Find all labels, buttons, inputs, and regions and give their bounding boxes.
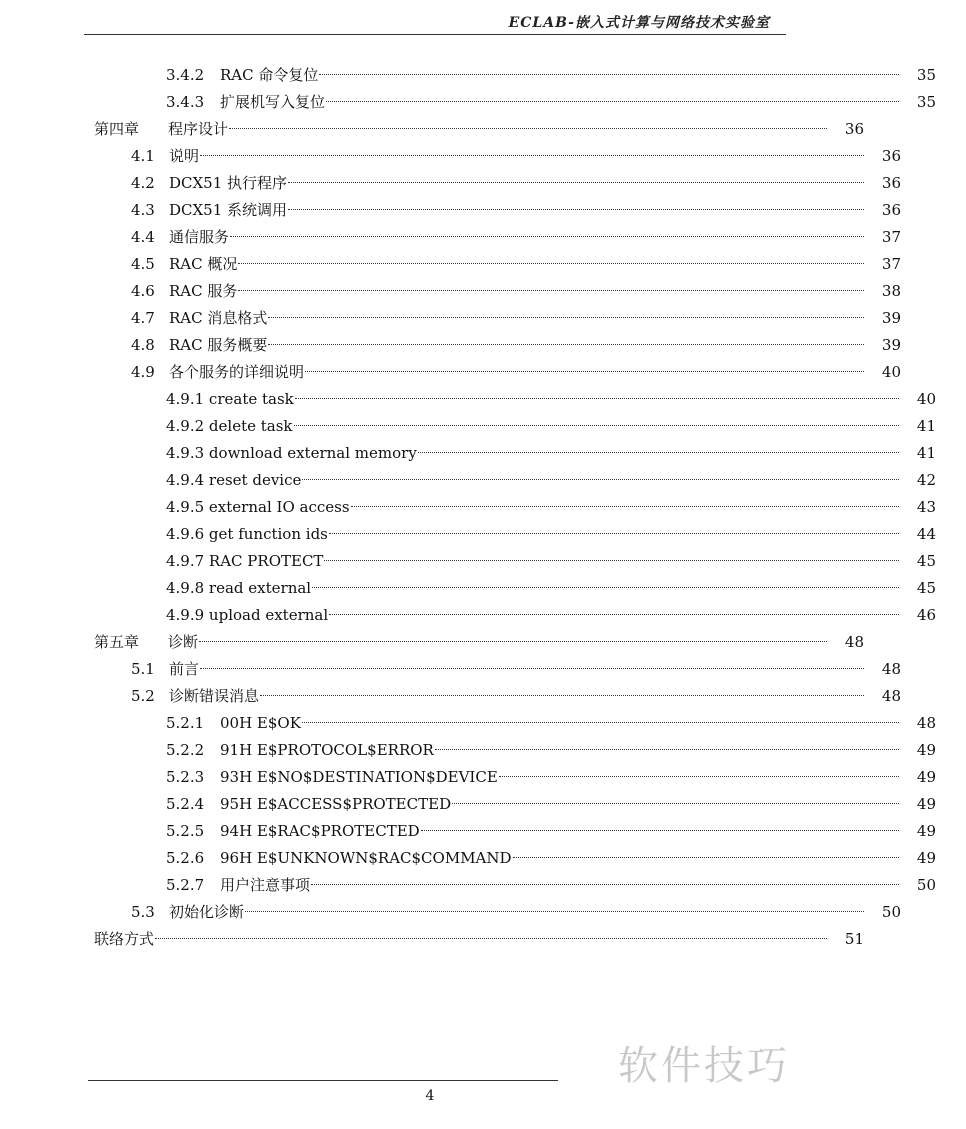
toc-entry-title: 4.9.8 read external — [166, 579, 312, 597]
toc-entry-page: 39 — [881, 336, 901, 354]
toc-entry-title: 4.9.9 upload external — [166, 606, 329, 624]
toc-entry-title: 用户注意事项 — [220, 876, 311, 894]
toc-entry-title: 96H E$UNKNOWN$RAC$COMMAND — [220, 849, 512, 867]
toc-entry-page: 48 — [881, 687, 901, 705]
toc-entry[interactable] — [0, 521, 966, 548]
toc-entry-number: 4.1 — [131, 147, 155, 165]
watermark: 软件技巧 — [618, 1043, 790, 1089]
toc-entry[interactable] — [0, 305, 931, 332]
toc-entry[interactable] — [0, 602, 966, 629]
toc-dot-leader — [418, 452, 899, 453]
toc-entry-title: 说明 — [169, 147, 200, 165]
toc-entry[interactable] — [0, 899, 931, 926]
toc-entry-title: 4.9.1 create task — [166, 390, 294, 408]
toc-entry-page: 42 — [916, 471, 936, 489]
toc-dot-leader — [268, 344, 864, 345]
toc-entry-page: 48 — [916, 714, 936, 732]
toc-entry[interactable] — [0, 818, 966, 845]
toc-entry-number: 5.2.1 — [166, 714, 205, 732]
toc-entry-page: 48 — [844, 633, 864, 651]
toc-entry[interactable] — [0, 575, 966, 602]
toc-entry[interactable] — [0, 737, 966, 764]
toc-entry-page: 50 — [881, 903, 901, 921]
toc-entry-number: 3.4.2 — [166, 66, 205, 84]
toc-dot-leader — [329, 614, 899, 615]
toc-entry-title: 4.9.6 get function ids — [166, 525, 328, 543]
toc-entry-title: 诊断 — [168, 633, 199, 651]
toc-entry-title: 4.9.5 external IO access — [166, 498, 350, 516]
toc-dot-leader — [288, 209, 864, 210]
toc-entry-title: RAC 服务概要 — [169, 336, 268, 354]
toc-entry-page: 36 — [881, 147, 901, 165]
toc-entry-page: 35 — [916, 66, 936, 84]
toc-entry[interactable] — [0, 872, 966, 899]
toc-dot-leader — [238, 290, 864, 291]
toc-dot-leader — [311, 884, 899, 885]
toc-entry-title: RAC 概况 — [169, 255, 238, 273]
toc-entry[interactable] — [0, 224, 931, 251]
toc-dot-leader — [200, 155, 864, 156]
toc-entry-page: 41 — [916, 444, 936, 462]
toc-dot-leader — [288, 182, 864, 183]
toc-entry-number: 5.2.4 — [166, 795, 205, 813]
toc-entry[interactable] — [0, 143, 931, 170]
toc-dot-leader — [499, 776, 899, 777]
toc-entry-page: 38 — [881, 282, 901, 300]
toc-entry[interactable] — [0, 710, 966, 737]
toc-entry-page: 41 — [916, 417, 936, 435]
toc-entry-page: 49 — [916, 822, 936, 840]
toc-entry-number: 4.2 — [131, 174, 155, 192]
toc-dot-leader — [305, 371, 864, 372]
toc-dot-leader — [513, 857, 899, 858]
toc-entry-title: 93H E$NO$DESTINATION$DEVICE — [220, 768, 498, 786]
toc-dot-leader — [268, 317, 864, 318]
toc-dot-leader — [302, 479, 899, 480]
toc-entry-number: 5.2.6 — [166, 849, 205, 867]
toc-entry[interactable] — [0, 764, 966, 791]
toc-dot-leader — [295, 398, 899, 399]
toc-entry[interactable] — [0, 197, 931, 224]
toc-entry-number: 5.2 — [131, 687, 155, 705]
toc-dot-leader — [351, 506, 899, 507]
toc-entry-title: RAC 消息格式 — [169, 309, 268, 327]
toc-dot-leader — [324, 560, 899, 561]
toc-entry-page: 36 — [844, 120, 864, 138]
toc-entry-number: 5.1 — [131, 660, 155, 678]
toc-dot-leader — [302, 722, 899, 723]
toc-dot-leader — [319, 74, 899, 75]
toc-entry[interactable] — [0, 251, 931, 278]
toc-entry-page: 37 — [881, 228, 901, 246]
toc-entry-page: 49 — [916, 849, 936, 867]
toc-entry-number: 3.4.3 — [166, 93, 205, 111]
toc-entry-number: 4.4 — [131, 228, 155, 246]
toc-entry-page: 50 — [916, 876, 936, 894]
toc-entry-number: 5.2.2 — [166, 741, 205, 759]
toc-entry[interactable] — [0, 89, 966, 116]
toc-entry-title: 通信服务 — [169, 228, 230, 246]
footer-rule — [88, 1080, 558, 1081]
toc-dot-leader — [230, 236, 864, 237]
toc-entry[interactable] — [0, 440, 966, 467]
toc-entry[interactable] — [0, 629, 894, 656]
toc-entry-title: 各个服务的详细说明 — [169, 363, 305, 381]
toc-entry-page: 46 — [916, 606, 936, 624]
toc-entry-title: 4.9.4 reset device — [166, 471, 302, 489]
toc-entry-number: 5.3 — [131, 903, 155, 921]
toc-entry[interactable] — [0, 62, 966, 89]
toc-entry[interactable] — [0, 548, 966, 575]
toc-entry-page: 36 — [881, 174, 901, 192]
toc-entry-page: 45 — [916, 579, 936, 597]
toc-entry-title: RAC 命令复位 — [220, 66, 319, 84]
toc-entry[interactable] — [0, 467, 966, 494]
toc-entry-page: 49 — [916, 741, 936, 759]
toc-entry[interactable] — [0, 494, 966, 521]
toc-entry-title: 扩展机写入复位 — [220, 93, 326, 111]
toc-entry[interactable] — [0, 683, 931, 710]
toc-entry-page: 35 — [916, 93, 936, 111]
toc-entry-title: 诊断错误消息 — [169, 687, 260, 705]
toc-entry[interactable] — [0, 116, 894, 143]
toc-entry-page: 45 — [916, 552, 936, 570]
toc-entry-page: 40 — [881, 363, 901, 381]
page-number: 4 — [425, 1088, 435, 1104]
toc-entry-page: 49 — [916, 768, 936, 786]
toc-entry[interactable] — [0, 656, 931, 683]
toc-entry-title: 4.9.7 RAC PROTECT — [166, 552, 324, 570]
toc-entry-number: 4.6 — [131, 282, 155, 300]
toc-entry-number: 4.5 — [131, 255, 155, 273]
toc-entry-page: 44 — [916, 525, 936, 543]
toc-entry-title: 94H E$RAC$PROTECTED — [220, 822, 420, 840]
toc-dot-leader — [245, 911, 864, 912]
toc-entry-title: 91H E$PROTOCOL$ERROR — [220, 741, 434, 759]
toc-dot-leader — [329, 533, 899, 534]
toc-entry-title: 初始化诊断 — [169, 903, 245, 921]
toc-entry-page: 43 — [916, 498, 936, 516]
toc-entry[interactable] — [0, 791, 966, 818]
toc-entry-title: 程序设计 — [168, 120, 229, 138]
toc-dot-leader — [199, 641, 827, 642]
toc-dot-leader — [421, 830, 899, 831]
toc-entry-title: 4.9.2 delete task — [166, 417, 293, 435]
toc-entry-number: 第五章 — [94, 633, 140, 651]
toc-dot-leader — [452, 803, 899, 804]
toc-entry-number: 5.2.7 — [166, 876, 205, 894]
header-title: ECLAB-嵌入式计算与网络技术实验室 — [508, 15, 770, 31]
toc-entry-number: 4.3 — [131, 201, 155, 219]
toc-entry[interactable] — [0, 170, 931, 197]
toc-dot-leader — [435, 749, 899, 750]
toc-dot-leader — [155, 938, 827, 939]
toc-entry-number: 4.8 — [131, 336, 155, 354]
toc-entry[interactable] — [0, 413, 966, 440]
toc-entry-page: 36 — [881, 201, 901, 219]
toc-dot-leader — [238, 263, 864, 264]
toc-entry-number: 5.2.5 — [166, 822, 205, 840]
toc-entry-number: 4.9 — [131, 363, 155, 381]
toc-dot-leader — [229, 128, 827, 129]
toc-entry[interactable] — [0, 278, 931, 305]
toc-entry[interactable] — [0, 359, 931, 386]
toc-entry-page: 37 — [881, 255, 901, 273]
toc-entry-title: 00H E$OK — [220, 714, 301, 732]
toc-entry[interactable] — [0, 845, 966, 872]
toc-dot-leader — [260, 695, 864, 696]
toc-entry-page: 40 — [916, 390, 936, 408]
header-rule — [84, 34, 786, 35]
toc-entry-title: 前言 — [169, 660, 200, 678]
toc-entry-title: 95H E$ACCESS$PROTECTED — [220, 795, 452, 813]
toc-entry-title: 4.9.3 download external memory — [166, 444, 417, 462]
toc-entry[interactable] — [0, 926, 894, 953]
toc-entry-page: 49 — [916, 795, 936, 813]
toc-entry-page: 48 — [881, 660, 901, 678]
toc-entry-title: 联络方式 — [94, 930, 155, 948]
toc-entry-title: DCX51 系统调用 — [169, 201, 288, 219]
toc-dot-leader — [312, 587, 899, 588]
toc-entry-title: DCX51 执行程序 — [169, 174, 288, 192]
toc-entry-page: 51 — [844, 930, 864, 948]
toc-dot-leader — [294, 425, 899, 426]
toc-entry-page: 39 — [881, 309, 901, 327]
toc-entry-number: 第四章 — [94, 120, 140, 138]
toc-dot-leader — [200, 668, 864, 669]
toc-entry-number: 4.7 — [131, 309, 155, 327]
toc-entry-title: RAC 服务 — [169, 282, 238, 300]
toc-entry[interactable] — [0, 332, 931, 359]
toc-entry[interactable] — [0, 386, 966, 413]
toc-dot-leader — [326, 101, 899, 102]
toc-entry-number: 5.2.3 — [166, 768, 205, 786]
